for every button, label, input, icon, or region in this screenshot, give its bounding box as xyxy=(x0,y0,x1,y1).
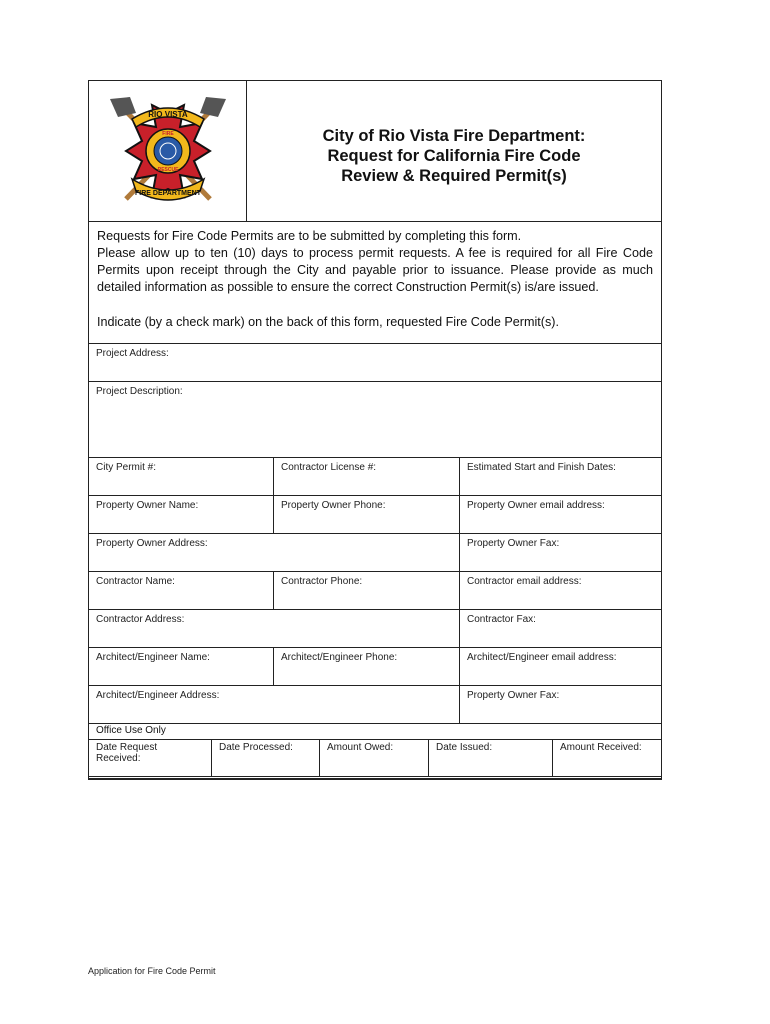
owner-fax-field[interactable]: Property Owner Fax: xyxy=(467,538,560,549)
office-use-title: Office Use Only xyxy=(89,724,661,740)
owner-phone-field[interactable]: Property Owner Phone: xyxy=(274,496,460,533)
intro-paragraph-2: Please allow up to ten (10) days to process permit requests. A fee is required for all Fire Code Permits upon receipt through the City and payable prior to issuance. Please provide as much detailed information as possible to ensure the correct Construction Permit(s) is/are issued. xyxy=(97,246,653,294)
row-architect xyxy=(89,648,661,686)
intro-text xyxy=(89,222,661,344)
row-permit xyxy=(89,458,661,496)
permit-form xyxy=(88,80,662,780)
row-contractor-address xyxy=(89,610,661,648)
title-cell xyxy=(247,81,661,221)
owner-email-field[interactable]: Property Owner email address: xyxy=(467,500,605,511)
city-permit-field[interactable]: City Permit #: xyxy=(89,458,274,495)
architect-phone-field[interactable]: Architect/Engineer Phone: xyxy=(274,648,460,685)
title-line-2: Request for California Fire Code xyxy=(327,147,581,165)
architect-name-field[interactable]: Architect/Engineer Name: xyxy=(89,648,274,685)
page-footer: Application for Fire Code Permit xyxy=(88,966,216,976)
date-issued-field[interactable]: Date Issued: xyxy=(429,740,553,776)
contractor-fax-field[interactable]: Contractor Fax: xyxy=(467,614,536,625)
form-title xyxy=(323,126,586,186)
contractor-name-field[interactable]: Contractor Name: xyxy=(89,572,274,609)
date-processed-field[interactable]: Date Processed: xyxy=(212,740,320,776)
row-owner xyxy=(89,496,661,534)
amount-owed-field[interactable]: Amount Owed: xyxy=(320,740,429,776)
fire-department-logo xyxy=(106,95,230,207)
date-received-field[interactable]: Date Request Received: xyxy=(89,740,212,776)
contractor-license-field[interactable]: Contractor License #: xyxy=(274,458,460,495)
row-owner-address xyxy=(89,534,661,572)
owner-name-field[interactable]: Property Owner Name: xyxy=(89,496,274,533)
title-line-3: Review & Required Permit(s) xyxy=(341,167,567,185)
row-architect-address xyxy=(89,686,661,724)
architect-address-field[interactable]: Architect/Engineer Address: xyxy=(89,686,460,723)
logo-text-top: RIO VISTA xyxy=(147,110,188,119)
form-header xyxy=(89,81,661,222)
contractor-email-field[interactable]: Contractor email address: xyxy=(467,576,582,587)
owner-address-field[interactable]: Property Owner Address: xyxy=(89,534,460,571)
intro-paragraph-1: Requests for Fire Code Permits are to be submitted by completing this form. xyxy=(97,229,522,243)
row-project-description xyxy=(89,382,661,458)
row-project-address xyxy=(89,344,661,382)
project-address-field[interactable]: Project Address: xyxy=(96,348,169,359)
architect-fax-field[interactable]: Property Owner Fax: xyxy=(467,690,560,701)
start-finish-dates-field[interactable]: Estimated Start and Finish Dates: xyxy=(467,462,616,473)
logo-cell xyxy=(89,81,247,221)
logo-text-bottom: FIRE DEPARTMENT xyxy=(134,190,201,197)
amount-received-field[interactable]: Amount Received: xyxy=(560,742,642,753)
contractor-address-field[interactable]: Contractor Address: xyxy=(89,610,460,647)
title-line-1: City of Rio Vista Fire Department: xyxy=(322,127,586,145)
contractor-phone-field[interactable]: Contractor Phone: xyxy=(274,572,460,609)
intro-paragraph-3: Indicate (by a check mark) on the back of this form, requested Fire Code Permit(s). xyxy=(97,315,559,329)
architect-email-field[interactable]: Architect/Engineer email address: xyxy=(467,652,617,663)
logo-text-fire: FIRE xyxy=(161,131,174,137)
project-description-field[interactable]: Project Description: xyxy=(96,386,183,397)
row-contractor xyxy=(89,572,661,610)
logo-text-rescue: RESCUE xyxy=(157,167,178,173)
office-use-row xyxy=(89,740,661,779)
